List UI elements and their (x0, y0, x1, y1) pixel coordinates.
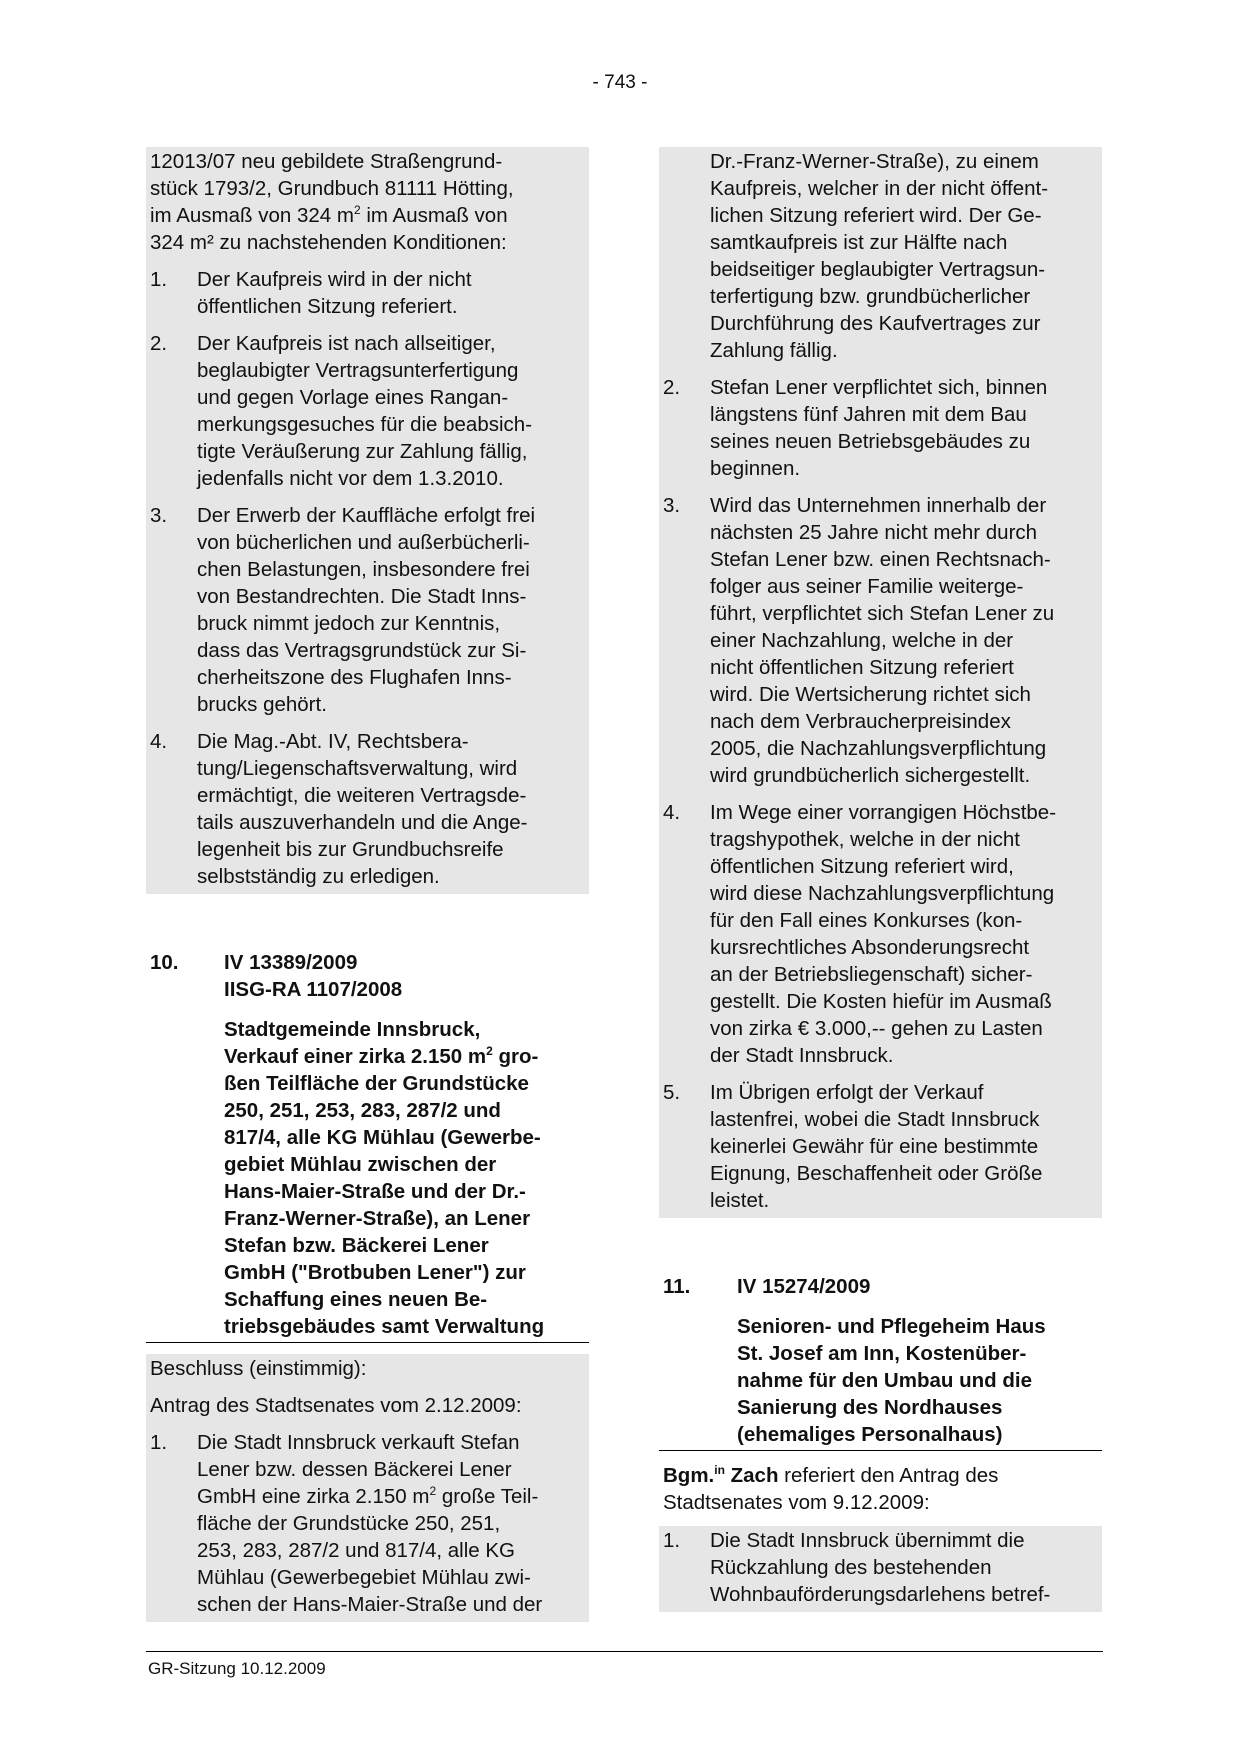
motion-label: Antrag des Stadtsenates vom 2.12.2009: (150, 1394, 522, 1417)
footer-text: GR-Sitzung 10.12.2009 (148, 1659, 326, 1678)
list-item: 4. Die Mag.-Abt. IV, Rechtsbera- tung/Liegenschaftsverwaltung, wird ermächtigt, die weiteren Vertragsde- tails auszuverhandeln und die Ange- legenheit bis zur Grundbuchsreife selbstständig zu erledigen. (150, 730, 528, 888)
section-11-heading (659, 1273, 1102, 1451)
section-reference: IV 13389/2009 (224, 951, 358, 974)
list-item-continued: Dr.-Franz-Werner-Straße), zu einem Kaufpreis, welcher in der nicht öffent- lichen Sitzung referiert wird. Der Ge- samtkaufpreis ist zur Hälfte nach beidseitiger beglaubigter Vertragsun- terfertigung bzw. grundbücherlicher Durchführung des Kaufvertrages zur Zahlung fällig. (710, 150, 1049, 362)
section-number: 10. (150, 951, 179, 974)
resolution-label: Beschluss (einstimmig): (150, 1357, 367, 1380)
section-reference: IISG-RA 1107/2008 (224, 978, 403, 1001)
list-item: 4. Im Wege einer vorrangigen Höchstbe- tragshypothek, welche in der nicht öffentlichen Sitzung referiert wird, wird diese Nachzahlungsverpflichtung für den Fall eines Konkurses (kon- kursrechtliches Absonderungsrecht an der Betriebsliegenschaft) sicher- gestellt. Die Kosten hiefür im Ausmaß von zirka € 3.000,-- gehen zu Lasten der Stadt Innsbruck. (663, 801, 1057, 1067)
continued-intro: 12013/07 neu gebildete Straßengrund- stück 1793/2, Grundbuch 81111 Hötting, im Ausmaß von 324 $m^2$ im Ausmaß von 324 m² zu nachstehenden Konditionen: (150, 150, 514, 254)
list-item: 2. Der Kaufpreis ist nach allseitiger, beglaubigter Vertragsunterfertigung und gegen Vorlage eines Rangan- merkungsgesuches für die beabsich- tigte Veräußerung zur Zahlung fällig, jedenfalls nicht vor dem 1.3.2010. (150, 332, 533, 490)
right-column (659, 147, 1102, 1612)
section-reference: IV 15274/2009 (737, 1275, 871, 1298)
list-item: 1. Der Kaufpreis wird in der nicht öffentlichen Sitzung referiert. (150, 268, 472, 318)
section-10-heading (146, 949, 589, 1343)
section-number: 11. (663, 1275, 691, 1298)
section-title: Senioren- und Pflegeheim Haus St. Josef am Inn, Kostenüber- nahme für den Umbau und die Sanierung des Nordhauses (ehemaliges Personalhaus) (737, 1315, 1046, 1446)
continued-motion-box (659, 147, 1102, 1218)
list-item: 1. Die Stadt Innsbruck verkauft Stefan Lener bzw. dessen Bäckerei Lener GmbH eine zirka 2.150 $m^2$ große Teil- fläche der Grundstücke 250, 251, 253, 283, 287/2 und 817/4, alle KG Mühlau (Gewerbegebiet Mühlau zwi- schen der Hans-Maier-Straße und der (150, 1431, 543, 1616)
footer-divider (146, 1651, 1103, 1652)
left-column (146, 147, 589, 1622)
resolution-box (146, 1354, 589, 1622)
section-title: Stadtgemeinde Innsbruck, Verkauf einer zirka 2.150 $m^2$ gro- ßen Teilfläche der Grundstücke 250, 251, 253, 283, 287/2 und 817/4, alle KG Mühlau (Gewerbe- gebiet Mühlau zwischen der Hans-Maier-Straße und der Dr.- Franz-Werner-Straße), an Lener Stefan bzw. Bäckerei Lener GmbH ("Brotbuben Lener") zur Schaffung eines neuen Be- triebsgebäudes samt Verwaltung (224, 1018, 545, 1338)
list-item: 3. Wird das Unternehmen innerhalb der nächsten 25 Jahre nicht mehr durch Stefan Lener bzw. einen Rechtsnach- folger aus seiner Familie weiterge- führt, verpflichtet sich Stefan Lener zu einer Nachzahlung, welche in der nicht öffentlichen Sitzung referiert wird. Die Wertsicherung richtet sich nach dem Verbraucherpreisindex 2005, die Nachzahlungsverpflichtung wird grundbücherlich sichergestellt. (663, 494, 1055, 787)
motion-box (659, 1526, 1102, 1612)
list-item: 2. Stefan Lener verpflichtet sich, binnen längstens fünf Jahren mit dem Bau seines neuen Betriebsgebäudes zu beginnen. (663, 376, 1048, 480)
continued-motion-box (146, 147, 589, 894)
speaker-intro: Bgm.$^{in}$ Zach referiert den Antrag des Stadtsenates vom 9.12.2009: (663, 1463, 999, 1514)
page-number: - 743 - (592, 72, 648, 93)
list-item: 1. Die Stadt Innsbruck übernimmt die Rückzahlung des bestehenden Wohnbauförderungsdarlehens betref- (663, 1529, 1051, 1606)
list-item: 5. Im Übrigen erfolgt der Verkauf lastenfrei, wobei die Stadt Innsbruck keinerlei Gewähr für eine bestimmte Eignung, Beschaffenheit oder Größe leistet. (663, 1081, 1043, 1212)
list-item: 3. Der Erwerb der Kauffläche erfolgt frei von bücherlichen und außerbücherli- chen Belastungen, insbesondere frei von Bestandrechten. Die Stadt Inns- bruck nimmt jedoch zur Kenntnis, dass das Vertragsgrundstück zur Si- cherheitszone des Flughafen Inns- brucks gehört. (150, 504, 536, 716)
